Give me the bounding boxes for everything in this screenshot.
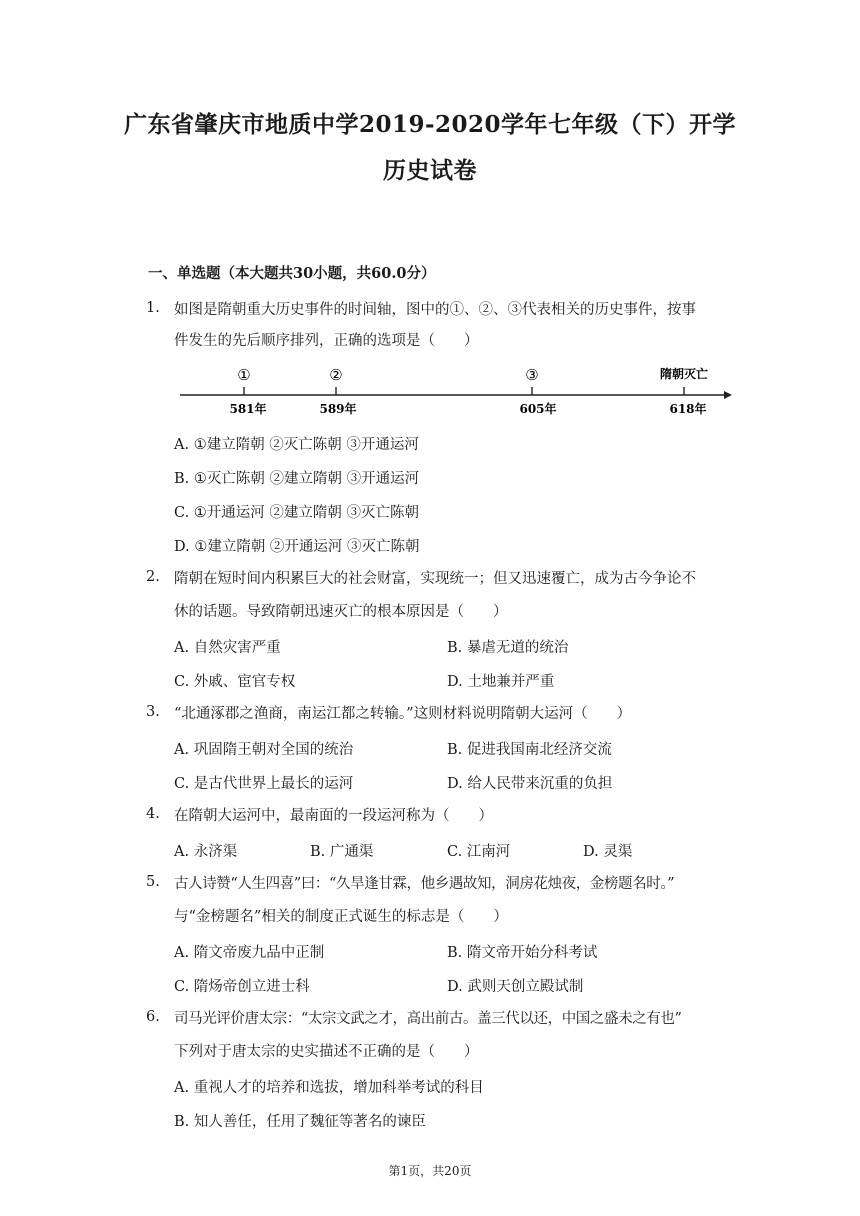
- timeline-marker-4: [660, 366, 708, 416]
- timeline-marker-2: [319, 366, 356, 416]
- question-2-option-a: A. 自然灾害严重: [174, 640, 281, 656]
- question-4-option-c: C. 江南河: [447, 844, 511, 860]
- question-2-option-c: C. 外戚、宦官专权: [174, 674, 296, 690]
- question-5-number: 5.: [146, 874, 160, 890]
- question-3-line-1: “北通涿郡之渔商，南运江都之转输。”这则材料说明隋朝大运河（ ）: [174, 706, 632, 722]
- question-1-line-1: 如图是隋朝重大历史事件的时间轴，图中的①、②、③代表相关的历史事件，按事: [174, 302, 696, 318]
- timeline-figure: [178, 362, 734, 420]
- question-4-number: 4.: [146, 806, 160, 822]
- question-2-number: 2.: [146, 569, 160, 585]
- question-1-number: 1.: [146, 300, 160, 316]
- exam-title-line-1: 广东省肇庆市地质中学2019-2020学年七年级（下）开学: [123, 111, 737, 138]
- question-1-option-d: D. ①建立隋朝 ②开通运河 ③灭亡陈朝: [174, 539, 420, 555]
- timeline-arrowhead: [724, 391, 732, 399]
- question-3-option-b: B. 促进我国南北经济交流: [447, 742, 612, 758]
- question-2-line-1: 隋朝在短时间内积累巨大的社会财富，实现统一；但又迅速覆亡，成为古今争论不: [174, 571, 696, 587]
- question-3-option-d: D. 给人民带来沉重的负担: [447, 776, 613, 792]
- timeline-event-4: 隋朝灭亡: [659, 367, 709, 381]
- question-6-number: 6.: [146, 1009, 160, 1025]
- question-5-option-b: B. 隋文帝开始分科考试: [447, 945, 598, 961]
- timeline-marker-1: [229, 366, 266, 416]
- timeline-year-1: 581年: [229, 402, 267, 416]
- timeline-event-3: ③: [525, 366, 539, 384]
- question-5-option-a: A. 隋文帝废九品中正制: [174, 945, 325, 961]
- page-footer: 第1页，共20页: [388, 1164, 472, 1178]
- section-heading: 一、单选题（本大题共30小题，共60.0分）: [148, 265, 436, 282]
- question-2-option-d: D. 土地兼并严重: [447, 674, 555, 690]
- question-5-line-1: 古人诗赞“人生四喜”曰：“久旱逢甘霖，他乡遇故知，洞房花烛夜，金榜题名时。”: [174, 876, 675, 892]
- question-2-line-2: 休的话题。导致隋朝迅速灭亡的根本原因是（ ）: [174, 604, 508, 620]
- timeline-year-3: 605年: [519, 402, 557, 416]
- timeline-event-1: ①: [237, 366, 251, 384]
- question-4-option-a: A. 永济渠: [174, 844, 238, 860]
- question-3-option-a: A. 巩固隋王朝对全国的统治: [174, 742, 354, 758]
- question-6-line-2: 下列对于唐太宗的史实描述不正确的是（ ）: [174, 1044, 479, 1060]
- question-1-option-b: B. ①灭亡陈朝 ②建立隋朝 ③开通运河: [174, 471, 420, 487]
- question-6-option-a: A. 重视人才的培养和选拔，增加科举考试的科目: [174, 1080, 484, 1096]
- question-3-option-c: C. 是古代世界上最长的运河: [174, 776, 354, 792]
- question-1-option-a: A. ①建立隋朝 ②灭亡陈朝 ③开通运河: [174, 437, 419, 453]
- question-5-line-2: 与“金榜题名”相关的制度正式诞生的标志是（ ）: [174, 909, 508, 925]
- timeline-event-2: ②: [329, 366, 343, 384]
- question-5-option-c: C. 隋炀帝创立进士科: [174, 979, 310, 995]
- exam-title-line-2: 历史试卷: [383, 157, 477, 184]
- question-3-number: 3.: [146, 704, 160, 720]
- timeline-marker-3: [519, 366, 556, 416]
- question-2-option-b: B. 暴虐无道的统治: [447, 640, 569, 656]
- timeline-year-4: 618年: [669, 402, 707, 416]
- question-6-line-1: 司马光评价唐太宗：“太宗文武之才，高出前古。盖三代以还，中国之盛未之有也”: [174, 1011, 682, 1027]
- question-4-line-1: 在隋朝大运河中，最南面的一段运河称为（ ）: [174, 808, 493, 824]
- question-1-option-c: C. ①开通运河 ②建立隋朝 ③灭亡陈朝: [174, 505, 420, 521]
- question-4-option-d: D. 灵渠: [583, 844, 633, 860]
- question-1-line-2: 件发生的先后顺序排列，正确的选项是（ ）: [174, 333, 479, 349]
- question-4-option-b: B. 广通渠: [310, 844, 374, 860]
- question-6-option-b: B. 知人善任，任用了魏征等著名的谏臣: [174, 1114, 426, 1130]
- timeline-year-2: 589年: [319, 402, 357, 416]
- question-5-option-d: D. 武则天创立殿试制: [447, 979, 584, 995]
